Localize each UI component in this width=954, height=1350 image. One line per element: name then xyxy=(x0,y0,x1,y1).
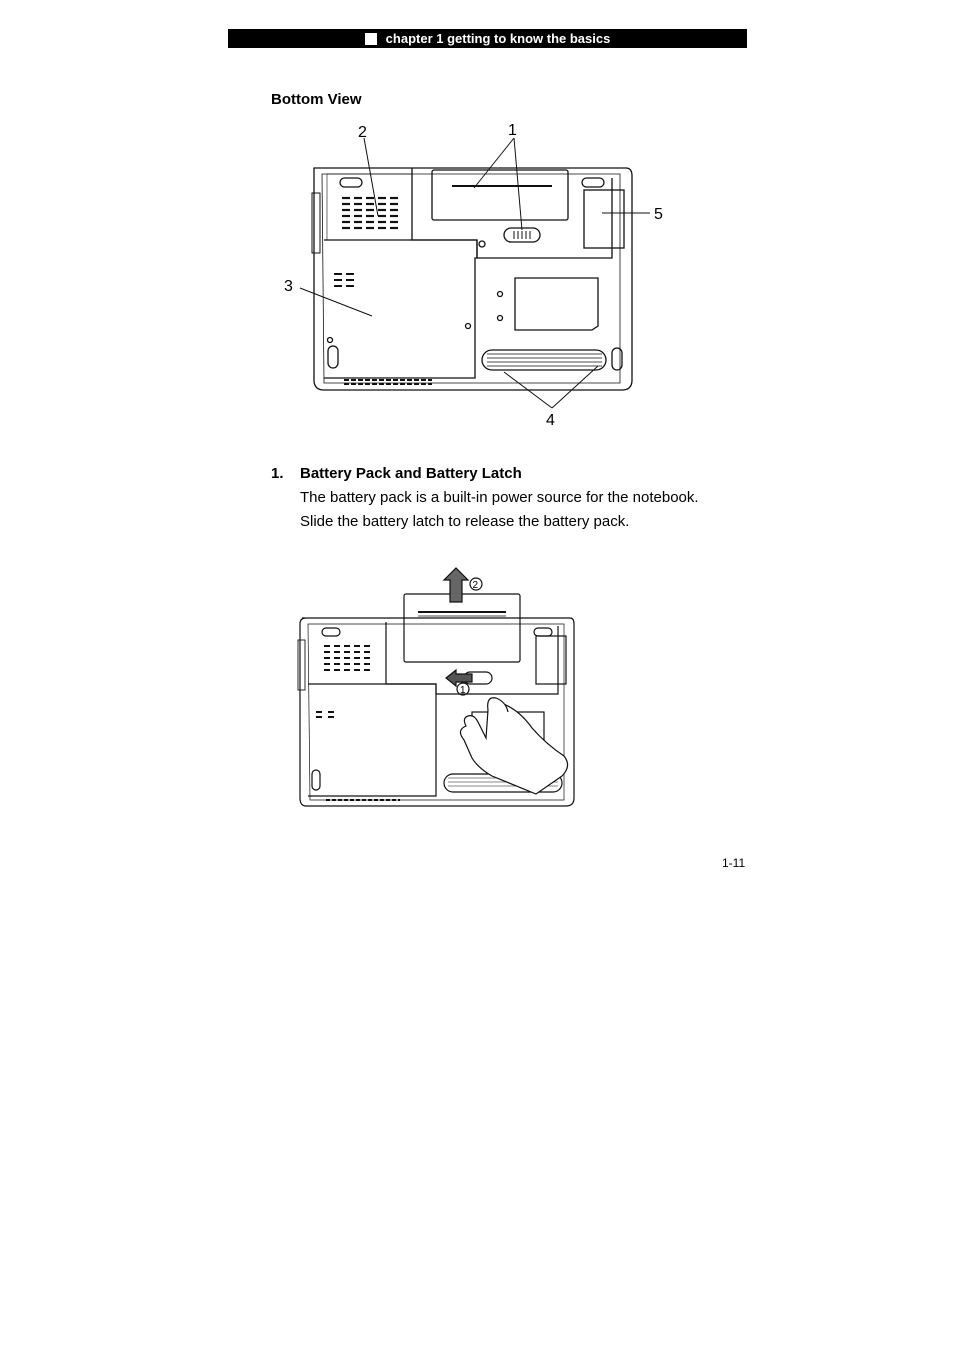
callout-2: 2 xyxy=(358,124,367,141)
up-arrow-icon xyxy=(444,568,468,602)
speaker-grille xyxy=(482,350,606,370)
item-description-line-2: Slide the battery latch to release the battery pack. xyxy=(300,513,630,530)
bottom-view-diagram xyxy=(282,118,666,430)
chapter-title: chapter 1 getting to know the basics xyxy=(385,31,611,46)
chapter-header-bar xyxy=(228,29,747,48)
callout-1: 1 xyxy=(508,122,517,139)
step-2-label: 2 xyxy=(472,580,479,591)
battery-removal-diagram xyxy=(296,562,576,812)
item-number: 1. xyxy=(271,465,284,482)
battery-pack xyxy=(432,170,568,220)
memory-compartment xyxy=(324,240,477,378)
section-title: Bottom View xyxy=(271,91,362,108)
callout-3: 3 xyxy=(284,278,293,295)
page-number: 1-11 xyxy=(722,856,746,870)
callout-4: 4 xyxy=(546,412,555,429)
item-heading xyxy=(271,465,522,482)
step-1-label: 1 xyxy=(460,685,466,696)
side-compartment xyxy=(584,190,624,248)
hdd-cover xyxy=(515,278,598,330)
item-description-line-1: The battery pack is a built-in power source for the notebook. xyxy=(300,489,699,506)
header-square-icon xyxy=(365,33,377,45)
battery-pack-removed xyxy=(404,594,520,662)
hand-illustration xyxy=(460,702,567,794)
item-title: Battery Pack and Battery Latch xyxy=(300,465,522,482)
callout-5: 5 xyxy=(654,206,663,223)
